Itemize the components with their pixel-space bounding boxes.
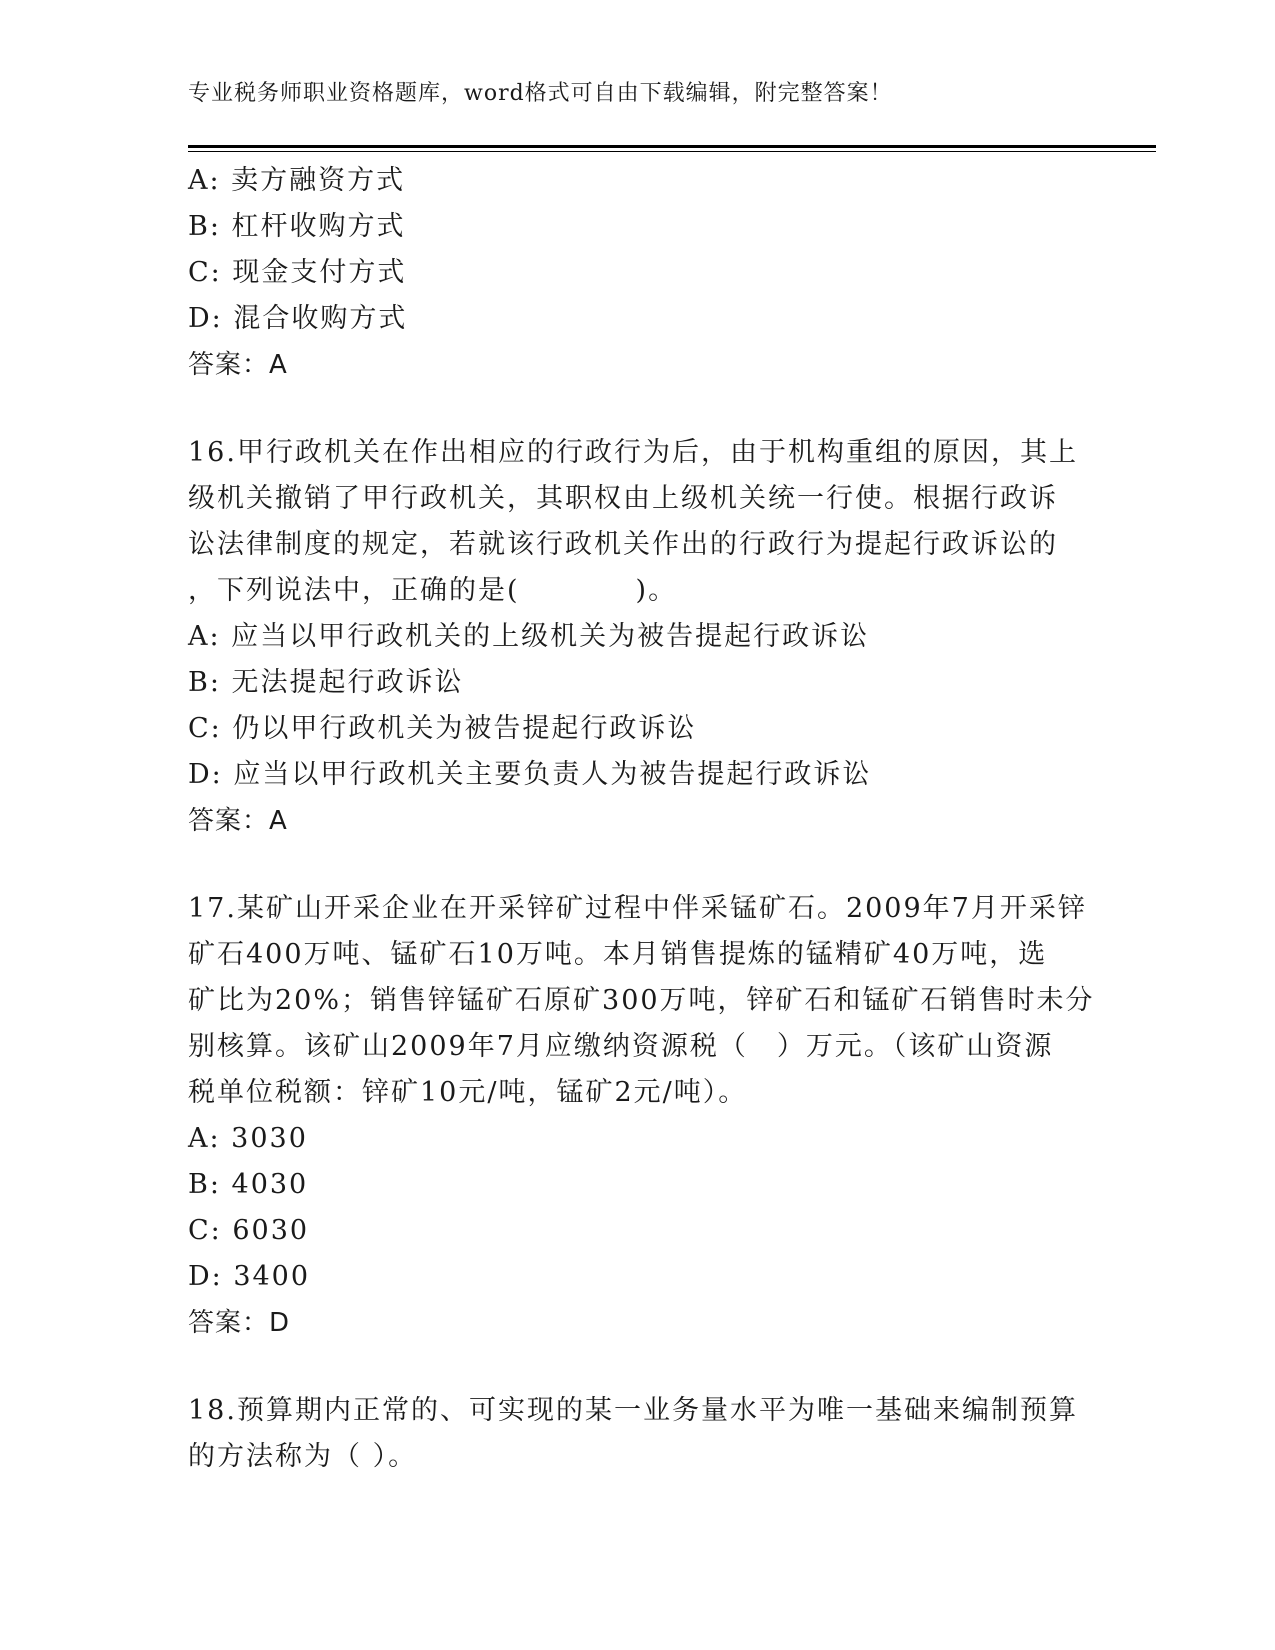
question-17-answer: 答案：D <box>188 1308 291 1338</box>
question-16-line: 级机关撤销了甲行政机关，其职权由上级机关统一行使。根据行政诉 <box>188 483 1058 514</box>
page-header: 专业税务师职业资格题库，word格式可自由下载编辑，附完整答案！ <box>188 81 893 106</box>
question-15-options <box>188 158 1088 342</box>
question-17-line: 矿石400万吨、锰矿石10万吨。本月销售提炼的锰精矿40万吨，选 <box>188 939 1048 970</box>
option-b: B: 无法提起行政诉讼 <box>188 667 464 698</box>
question-16-text <box>188 430 1088 614</box>
question-16-line: ，下列说法中，正确的是( )。 <box>188 575 678 606</box>
option-a: A: 应当以甲行政机关的上级机关为被告提起行政诉讼 <box>188 621 870 652</box>
header-rule-thin <box>188 151 1156 152</box>
question-17-line: 17.某矿山开采企业在开采锌矿过程中伴采锰矿石。2009年7月开采锌 <box>188 893 1087 924</box>
question-17-line: 税单位税额：锌矿10元/吨，锰矿2元/吨）。 <box>188 1077 748 1108</box>
question-16-line: 16.甲行政机关在作出相应的行政行为后，由于机构重组的原因，其上 <box>188 437 1078 468</box>
option-d: D: 3400 <box>188 1261 311 1292</box>
option-b: B: 杠杆收购方式 <box>188 211 406 242</box>
option-c: C: 现金支付方式 <box>188 257 407 288</box>
option-c: C: 仍以甲行政机关为被告提起行政诉讼 <box>188 713 697 744</box>
option-d: D: 混合收购方式 <box>188 303 408 334</box>
question-17-options <box>188 1116 1088 1300</box>
question-16-line: 讼法律制度的规定，若就该行政机关作出的行政行为提起行政诉讼的 <box>188 529 1058 560</box>
option-b: B: 4030 <box>188 1169 309 1200</box>
option-a: A: 卖方融资方式 <box>188 165 406 196</box>
question-17-line: 别核算。该矿山2009年7月应缴纳资源税（ ）万元。（该矿山资源 <box>188 1031 1054 1062</box>
option-d: D: 应当以甲行政机关主要负责人为被告提起行政诉讼 <box>188 759 872 790</box>
question-18-line: 的方法称为（ ）。 <box>188 1441 418 1472</box>
option-a: A: 3030 <box>188 1123 308 1154</box>
document-body <box>188 158 1095 1480</box>
question-17-line: 矿比为20%；销售锌锰矿石原矿300万吨，锌矿石和锰矿石销售时未分 <box>188 985 1095 1016</box>
question-18-line: 18.预算期内正常的、可实现的某一业务量水平为唯一基础来编制预算 <box>188 1395 1078 1426</box>
question-16-answer: 答案：A <box>188 806 288 836</box>
question-15-answer: 答案：A <box>188 350 288 380</box>
question-16-options <box>188 614 1088 798</box>
option-c: C: 6030 <box>188 1215 310 1246</box>
header-rule-thick <box>188 145 1156 148</box>
question-17-text <box>188 886 1095 1116</box>
question-18-text <box>188 1388 1088 1480</box>
